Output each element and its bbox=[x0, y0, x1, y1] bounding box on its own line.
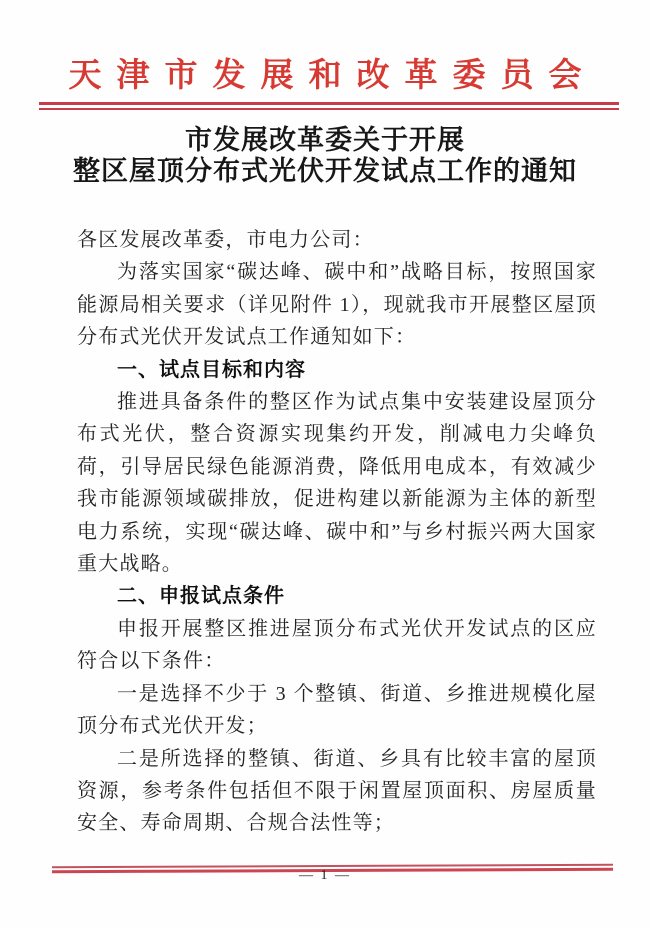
page-number: — 1 — bbox=[299, 868, 351, 883]
document-title bbox=[0, 125, 650, 187]
agency-name: 天津市发展和改革委员会 bbox=[68, 58, 597, 94]
paragraph: 申报开展整区推进屋顶分布式光伏开发试点的区应符合以下条件： bbox=[77, 617, 597, 673]
paragraph: 推进具备条件的整区作为试点集中安装建设屋顶分布式光伏，整合资源实现集约开发，削减电力尖峰负荷，引导居民绿色能源消费，降低用电成本，有效减少我市能源领域碳排放，促进构建以新能源为主体的新型电力系统，实现“碳达峰、碳中和”与乡村振兴两大国家重大战略。 bbox=[77, 391, 597, 576]
document-title-line1: 市发展改革委关于开展 bbox=[185, 125, 465, 155]
letterhead-double-rule bbox=[39, 102, 619, 110]
letterhead bbox=[0, 0, 650, 110]
section-heading-2: 二、申报试点条件 bbox=[117, 585, 285, 608]
paragraph: 一是选择不少于 3 个整镇、街道、乡推进规模化屋顶分布式光伏开发； bbox=[77, 682, 597, 738]
paragraph: 为落实国家“碳达峰、碳中和”战略目标，按照国家能源局相关要求（详见附件 1），现就我市开展整区屋顶分布式光伏开发试点工作通知如下： bbox=[77, 261, 597, 349]
document-body bbox=[77, 224, 597, 840]
section-heading-1: 一、试点目标和内容 bbox=[117, 358, 306, 381]
salutation: 各区发展改革委，市电力公司： bbox=[77, 229, 374, 251]
paragraph: 二是所选择的整镇、街道、乡具有比较丰富的屋顶资源，参考条件包括但不限于闲置屋顶面积、房屋质量安全、寿命周期、合规合法性等； bbox=[77, 747, 597, 835]
document-title-line2: 整区屋顶分布式光伏开发试点工作的通知 bbox=[73, 156, 577, 186]
